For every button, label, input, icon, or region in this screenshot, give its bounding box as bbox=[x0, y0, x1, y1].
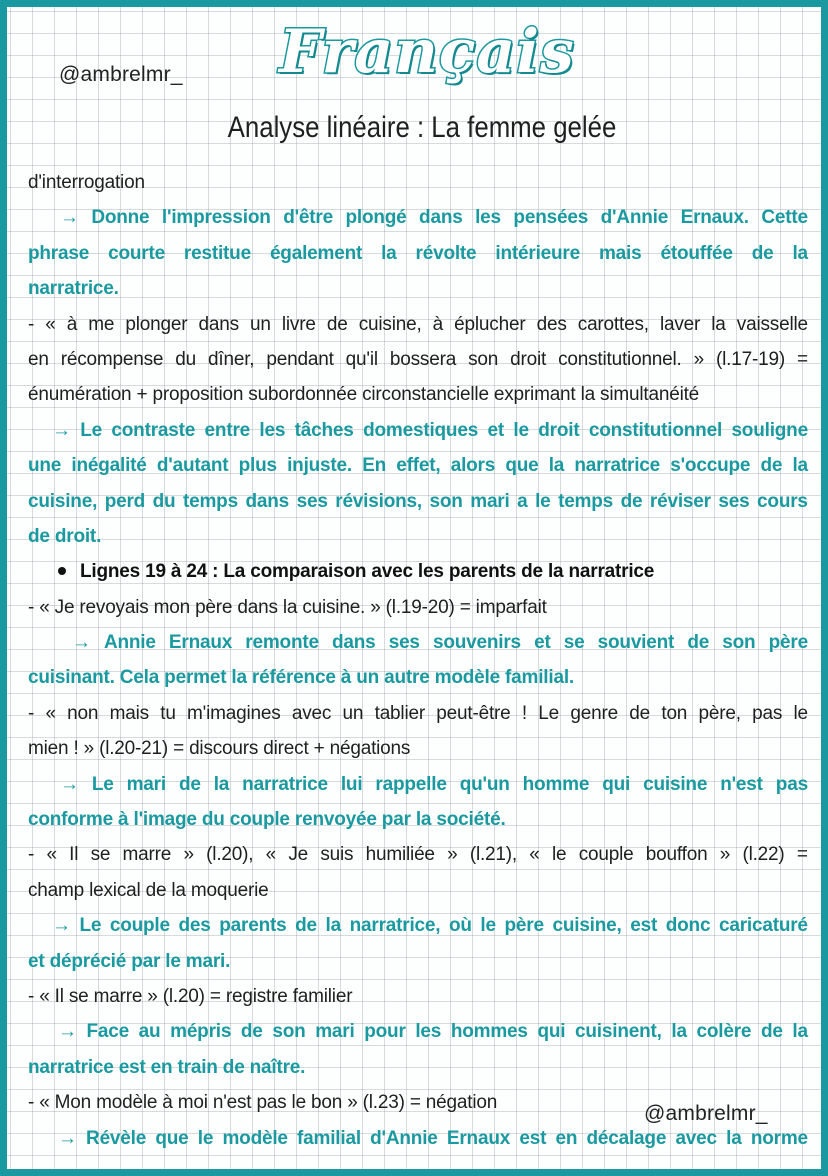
word: « bbox=[46, 844, 57, 866]
word: récompense bbox=[60, 348, 164, 370]
word: est bbox=[519, 1127, 547, 1149]
word: a bbox=[517, 490, 528, 512]
word: dans bbox=[332, 632, 376, 654]
note-line: - « Mon modèle à moi n'est pas le bon » (l.23) = négation bbox=[28, 1092, 498, 1114]
note-line: champ lexical de la moquerie bbox=[28, 879, 269, 901]
word: ses bbox=[296, 490, 328, 512]
word: de bbox=[295, 915, 317, 937]
word: → bbox=[58, 1021, 77, 1043]
word: la bbox=[381, 242, 397, 264]
word: tu bbox=[160, 702, 176, 724]
word: bouffon bbox=[645, 844, 708, 866]
word: laver bbox=[659, 313, 701, 335]
word: souvenirs bbox=[432, 632, 521, 654]
word: mari bbox=[315, 1021, 355, 1043]
word: donc bbox=[665, 915, 711, 937]
word: me bbox=[88, 313, 115, 335]
word: injuste. bbox=[287, 455, 352, 477]
note-line: - « Je revoyais mon père dans la cuisine. » (l.19-20) = imparfait bbox=[28, 596, 547, 618]
word: décalage bbox=[586, 1127, 667, 1149]
word: la bbox=[726, 1127, 742, 1149]
word: restitue bbox=[183, 242, 251, 264]
word: une bbox=[28, 455, 62, 477]
word: entre bbox=[204, 419, 251, 441]
word: à bbox=[66, 313, 78, 335]
note-line: mien ! » (l.20-21) = discours direct + négations bbox=[28, 738, 411, 760]
word: d'Annie bbox=[600, 207, 669, 229]
word: « bbox=[45, 313, 56, 335]
word: souvient bbox=[597, 632, 675, 654]
word: plus bbox=[238, 455, 277, 477]
word: le bbox=[793, 702, 808, 724]
word: le bbox=[513, 419, 529, 441]
word: du bbox=[152, 490, 176, 512]
word: Le bbox=[91, 773, 114, 795]
word: avec bbox=[291, 702, 332, 724]
note-line-justified bbox=[28, 837, 808, 872]
word: (l.22) bbox=[742, 844, 785, 866]
word: pour bbox=[364, 1021, 406, 1043]
word: de bbox=[687, 632, 710, 654]
word: alors bbox=[450, 455, 496, 477]
note-line-justified bbox=[28, 696, 808, 731]
word: un bbox=[250, 313, 271, 335]
word: Je bbox=[288, 844, 309, 866]
word: Ernaux. bbox=[680, 207, 749, 229]
word: de bbox=[620, 490, 643, 512]
word: remonte bbox=[245, 632, 319, 654]
word: mais bbox=[598, 242, 642, 264]
word: Le bbox=[79, 915, 102, 937]
word: d'être bbox=[283, 207, 333, 229]
word: droit bbox=[538, 419, 580, 441]
word: inégalité bbox=[71, 455, 147, 477]
word: droit bbox=[510, 348, 547, 370]
word: perd bbox=[104, 490, 146, 512]
note-line-justified bbox=[28, 484, 808, 519]
word: Cette bbox=[761, 207, 808, 229]
word: narratrice, bbox=[349, 915, 441, 937]
word: en bbox=[28, 348, 49, 370]
note-line-justified bbox=[28, 413, 808, 448]
word: un bbox=[342, 702, 364, 724]
word: Ernaux bbox=[446, 1127, 511, 1149]
word: pas bbox=[752, 702, 783, 724]
author-handle-top: @ambrelmr_ bbox=[59, 63, 183, 86]
word: n'est bbox=[720, 773, 763, 795]
word: caricaturé bbox=[718, 915, 808, 937]
word: du bbox=[175, 348, 197, 370]
word: mari bbox=[126, 773, 166, 795]
word: et bbox=[534, 632, 551, 654]
word: - bbox=[28, 844, 35, 866]
word: suis bbox=[320, 844, 354, 866]
word: la bbox=[792, 455, 808, 477]
notes-body bbox=[28, 165, 808, 1156]
note-line-justified bbox=[28, 908, 808, 943]
word: la bbox=[325, 915, 341, 937]
word: d'autant bbox=[156, 455, 229, 477]
word: révisions, bbox=[335, 490, 422, 512]
note-line: conforme à l'image du couple renvoyée par la société. bbox=[28, 809, 506, 831]
word: livre bbox=[281, 313, 316, 335]
word: mépris bbox=[170, 1021, 232, 1043]
word: Ernaux bbox=[168, 632, 233, 654]
note-line-justified bbox=[28, 342, 808, 377]
word: intérieure bbox=[495, 242, 580, 264]
word: que bbox=[505, 455, 539, 477]
word: familial bbox=[297, 1127, 361, 1149]
word: le bbox=[535, 490, 551, 512]
word: la bbox=[671, 1021, 687, 1043]
word: temps bbox=[558, 490, 614, 512]
note-line-justified bbox=[28, 767, 808, 802]
word: contraste bbox=[111, 419, 196, 441]
word: « bbox=[529, 844, 540, 866]
note-line-justified bbox=[28, 200, 808, 235]
word: Le bbox=[80, 419, 102, 441]
word: Le bbox=[538, 702, 560, 724]
word: Donne bbox=[91, 207, 150, 229]
word: pendant bbox=[266, 348, 334, 370]
word: m'imagines bbox=[187, 702, 281, 724]
word: la bbox=[792, 242, 808, 264]
word: plonger bbox=[125, 313, 188, 335]
word: le bbox=[480, 915, 496, 937]
word: « bbox=[45, 702, 56, 724]
word: carottes, bbox=[577, 313, 649, 335]
word: phrase bbox=[28, 242, 90, 264]
word: (l.20), bbox=[206, 844, 254, 866]
note-line: cuisinant. Cela permet la référence à un autre modèle familial. bbox=[28, 667, 574, 689]
word: pensées bbox=[513, 207, 589, 229]
word: que bbox=[155, 1127, 189, 1149]
word: de bbox=[760, 1021, 783, 1043]
word: vaisselle bbox=[736, 313, 808, 335]
word: peut-être bbox=[436, 702, 511, 724]
word: → bbox=[72, 632, 91, 654]
word: tâches bbox=[294, 419, 354, 441]
word: s'occupe bbox=[670, 455, 751, 477]
word: cours bbox=[757, 490, 808, 512]
word: » bbox=[693, 348, 705, 370]
word: dans bbox=[245, 490, 290, 512]
word: plongé bbox=[345, 207, 407, 229]
section-heading bbox=[28, 554, 808, 589]
word: l'impression bbox=[161, 207, 271, 229]
bullet-icon bbox=[58, 567, 66, 575]
word: les bbox=[475, 207, 501, 229]
word: se bbox=[90, 844, 111, 866]
word: parents bbox=[219, 915, 287, 937]
word: en bbox=[555, 1127, 578, 1149]
note-line: de droit. bbox=[28, 525, 102, 547]
word: → bbox=[52, 915, 71, 937]
word: qui bbox=[537, 1021, 566, 1043]
word: son bbox=[468, 348, 499, 370]
word: ses bbox=[718, 490, 750, 512]
word: est bbox=[630, 915, 658, 937]
word: où bbox=[448, 915, 472, 937]
word: narratrice bbox=[242, 773, 328, 795]
word: - bbox=[28, 313, 35, 335]
word: se bbox=[563, 632, 585, 654]
word: lui bbox=[340, 773, 363, 795]
word: à bbox=[432, 313, 444, 335]
word: étouffée bbox=[660, 242, 733, 264]
author-handle-bottom: @ambrelmr_ bbox=[644, 1102, 768, 1125]
word: de bbox=[326, 313, 348, 335]
word: → bbox=[52, 419, 71, 441]
word: » bbox=[183, 844, 194, 866]
word: de bbox=[760, 455, 783, 477]
word: de bbox=[178, 773, 201, 795]
word: modèle bbox=[222, 1127, 288, 1149]
word: » bbox=[447, 844, 458, 866]
word: rappelle bbox=[375, 773, 447, 795]
word: son bbox=[272, 1021, 306, 1043]
word: avec bbox=[675, 1127, 717, 1149]
word: couple bbox=[578, 844, 634, 866]
word: ! bbox=[521, 702, 527, 724]
word: la bbox=[548, 455, 565, 477]
word: » bbox=[719, 844, 731, 866]
word: cuisine bbox=[643, 773, 708, 795]
word: En bbox=[362, 455, 387, 477]
word: des bbox=[178, 915, 211, 937]
word: Annie bbox=[103, 632, 156, 654]
note-line-justified bbox=[28, 1014, 808, 1049]
word: tablier bbox=[374, 702, 425, 724]
word: = bbox=[796, 844, 808, 866]
word: « bbox=[265, 844, 277, 866]
word: narratrice bbox=[574, 455, 661, 477]
note-line-justified bbox=[28, 448, 808, 483]
word: → bbox=[60, 207, 79, 229]
note-line: énumération + proposition subordonnée circonstancielle exprimant la simultanéité bbox=[28, 384, 700, 406]
word: père, bbox=[698, 702, 741, 724]
word: (l.21), bbox=[469, 844, 517, 866]
word: pas bbox=[775, 773, 808, 795]
word: qui bbox=[602, 773, 631, 795]
word: la bbox=[213, 773, 230, 795]
word: courte bbox=[108, 242, 165, 264]
word: couple bbox=[109, 915, 170, 937]
word: dans bbox=[419, 207, 463, 229]
word: qu'un bbox=[459, 773, 510, 795]
word: père bbox=[768, 632, 808, 654]
word: souligne bbox=[731, 419, 808, 441]
word: - bbox=[28, 702, 35, 724]
word: marre bbox=[122, 844, 172, 866]
word: bossera bbox=[389, 348, 457, 370]
word: et bbox=[487, 419, 504, 441]
word: son bbox=[429, 490, 463, 512]
word: également bbox=[269, 242, 363, 264]
word: homme bbox=[522, 773, 590, 795]
word: au bbox=[138, 1021, 161, 1043]
word: cuisinent, bbox=[575, 1021, 662, 1043]
word: dîner, bbox=[208, 348, 255, 370]
word: révolte bbox=[415, 242, 477, 264]
word: cuisine, bbox=[552, 915, 622, 937]
word: des bbox=[536, 313, 567, 335]
word: = bbox=[796, 348, 808, 370]
word: Face bbox=[86, 1021, 129, 1043]
section-heading-text: Lignes 19 à 24 : La comparaison avec les parents de la narratrice bbox=[80, 561, 655, 583]
word: cuisine, bbox=[28, 490, 98, 512]
word: les bbox=[415, 1021, 442, 1043]
note-line: narratrice. bbox=[28, 278, 119, 300]
note-line-justified bbox=[28, 236, 808, 271]
word: d'Annie bbox=[370, 1127, 438, 1149]
word: de bbox=[240, 1021, 263, 1043]
note-line: - « Il se marre » (l.20) = registre familier bbox=[28, 985, 353, 1007]
word: constitutionnel bbox=[588, 419, 723, 441]
word: réviser bbox=[649, 490, 711, 512]
word: → bbox=[58, 1127, 77, 1149]
word: norme bbox=[750, 1127, 808, 1149]
word: son bbox=[722, 632, 756, 654]
word: père bbox=[504, 915, 544, 937]
word: non bbox=[67, 702, 99, 724]
word: colère bbox=[696, 1021, 752, 1043]
word: la bbox=[792, 1021, 808, 1043]
word: Il bbox=[69, 844, 79, 866]
word: de bbox=[629, 702, 651, 724]
word: le bbox=[197, 1127, 214, 1149]
word: ton bbox=[661, 702, 688, 724]
word: éplucher bbox=[454, 313, 526, 335]
note-line-justified bbox=[28, 625, 808, 660]
note-line: et déprécié par le mari. bbox=[28, 950, 231, 972]
note-line-justified bbox=[28, 307, 808, 342]
word: hommes bbox=[450, 1021, 528, 1043]
word: Révèle bbox=[86, 1127, 147, 1149]
page-subtitle: Analyse linéaire : La femme gelée bbox=[227, 111, 617, 144]
word: le bbox=[551, 844, 567, 866]
word: effet, bbox=[396, 455, 441, 477]
word: constitutionnel. bbox=[558, 348, 682, 370]
word: qu'il bbox=[345, 348, 378, 370]
page-title: Français bbox=[279, 17, 575, 87]
word: de bbox=[751, 242, 774, 264]
word: la bbox=[711, 313, 726, 335]
word: ses bbox=[388, 632, 420, 654]
word: les bbox=[259, 419, 286, 441]
word: dans bbox=[198, 313, 239, 335]
word: mais bbox=[109, 702, 149, 724]
note-line: narratrice est en train de naître. bbox=[28, 1056, 306, 1078]
word: mari bbox=[470, 490, 510, 512]
word: humiliée bbox=[365, 844, 435, 866]
note-line: d'interrogation bbox=[28, 172, 145, 193]
word: temps bbox=[182, 490, 238, 512]
word: cuisine, bbox=[358, 313, 422, 335]
word: domestiques bbox=[363, 419, 479, 441]
word: → bbox=[60, 773, 79, 795]
word: genre bbox=[570, 702, 618, 724]
word: (l.17-19) bbox=[716, 348, 785, 370]
